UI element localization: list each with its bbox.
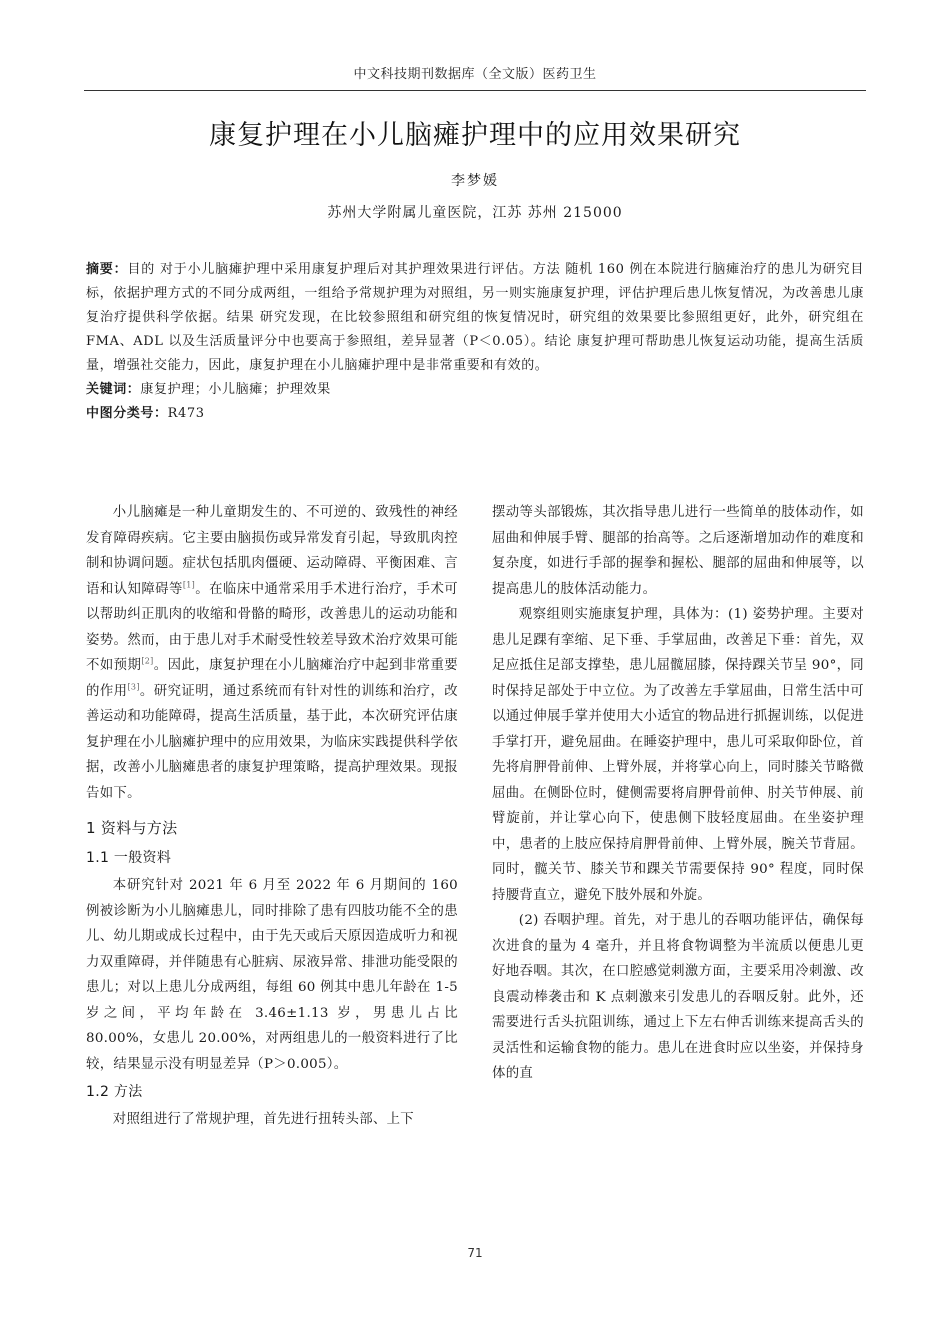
keywords-line <box>86 378 864 402</box>
keywords-label: 关键词： <box>86 382 141 397</box>
right-column <box>492 500 864 1087</box>
page-number: 71 <box>467 1246 483 1260</box>
swallow-nursing-paragraph: (2) 吞咽护理。首先，对于患儿的吞咽功能评估，确保每次进食的量为 4 毫升，并且将食物调整为半流质以便患儿更好地吞咽。其次，在口腔感觉刺激方面，主要采用冷刺激、改良震动棒袭击和 K 点刺激来引发患儿的吞咽反射。此外，还需要进行舌头抗阻训练，通过上下左右伸舌训练来提高舌头的灵活性和运输食物的能力。患儿在进食时应以坐姿，并保持身体的直 <box>492 913 864 1081</box>
intro-text-2: 。在临床中通常采用手术进行治疗，手术可以帮助纠正肌肉的收缩和骨骼的畸形，改善患儿的运动功能和姿势。然而，由于患儿对手术耐受性较差导致术治疗效果可能不如预期 <box>86 581 458 673</box>
keywords-text: 康复护理；小儿脑瘫；护理效果 <box>140 382 331 397</box>
reference-1: [1] <box>182 580 196 590</box>
classification-line <box>86 402 864 426</box>
general-info-paragraph: 本研究针对 2021 年 6 月至 2022 年 6 月期间的 160 例被诊断为小儿脑瘫患儿，同时排除了患有四肢功能不全的患儿、幼儿期或成长过程中，由于先天或后天原因造成听力和视力双重障碍，并伴随患有心脏病、尿液异常、排泄功能受限的患儿；对以上患儿分成两组，每组 60 例其中患儿年龄在 1-5 岁之间，平均年龄在 3.46±1.13 岁，男患儿占比 80.00%，女患儿 20.00%，对两组患儿的一般资料进行了比较，结果显示没有明显差异（P＞0.005）。 <box>86 878 458 1072</box>
intro-text-4: 。研究证明，通过系统而有针对性的训练和治疗，改善运动和功能障碍，提高生活质量，基于此，本次研究评估康复护理在小儿脑瘫护理中的应用效果，为临床实践提供科学依据，改善小儿脑瘫患者的康复护理策略，提高护理效果。现报告如下。 <box>86 683 458 801</box>
section-heading-1-1: 1.1 一般资料 <box>86 850 172 866</box>
section-heading-1: 1 资料与方法 <box>86 819 178 837</box>
author-affiliation: 苏州大学附属儿童医院，江苏 苏州 215000 <box>327 205 623 221</box>
author-name: 李梦媛 <box>451 173 499 189</box>
abstract-paragraph <box>86 258 864 378</box>
intro-text-1: 小儿脑瘫是一种儿童期发生的、不可逆的、致残性的神经发育障碍疾病。它主要由脑损伤或异常发育引起，导致肌肉控制和协调问题。症状包括肌肉僵硬、运动障碍、平衡困难、言语和认知障碍等 <box>86 505 458 597</box>
methods-paragraph-start: 对照组进行了常规护理，首先进行扭转头部、上下 <box>112 1112 414 1127</box>
left-column <box>86 500 458 1133</box>
abstract-text: 目的 对于小儿脑瘫护理中采用康复护理后对其护理效果进行评估。方法 随机 160 例在本院进行脑瘫治疗的患儿为研究目标，依据护理方式的不同分成两组，一组给予常规护理为对照组，另一则实施康复护理，评估护理后患儿恢复情况，为改善患儿康复治疗提供科学依据。结果 研究发现，在比较参照组和研究组的恢复情况时，研究组的效果要比参照组更好，此外，研究组在 FMA、ADL 以及生活质量评分中也要高于参照组，差异显著（P＜0.05）。结论 康复护理可帮助患儿恢复运动功能，提高生活质量，增强社交能力，因此，康复护理在小儿脑瘫护理中是非常重要和有效的。 <box>86 262 864 373</box>
intro-text-3: 。因此，康复护理在小儿脑瘫治疗中起到非常重要的作用 <box>86 658 458 699</box>
reference-3: [3] <box>127 682 140 692</box>
reference-2: [2] <box>141 656 154 666</box>
section-heading-1-2: 1.2 方法 <box>86 1084 143 1100</box>
intro-paragraph <box>86 500 458 806</box>
classification-label: 中图分类号： <box>86 406 168 421</box>
paper-title: 康复护理在小儿脑瘫护理中的应用效果研究 <box>209 120 741 151</box>
abstract-label: 摘要： <box>86 262 128 277</box>
journal-header: 中文科技期刊数据库（全文版）医药卫生 <box>84 64 866 91</box>
methods-paragraph-cont: 摆动等头部锻炼，其次指导患儿进行一些简单的肢体动作，如屈曲和伸展手臂、腿部的抬高等。之后逐渐增加动作的难度和复杂度，如进行手部的握拳和握松、腿部的屈曲和伸展等，以提高患儿的肢体活动能力。 <box>492 505 864 597</box>
posture-nursing-paragraph: 观察组则实施康复护理，具体为：(1) 姿势护理。主要对患儿足踝有挛缩、足下垂、手掌屈曲，改善足下垂：首先，双足应抵住足部支撑垫，患儿屈髋屈膝，保持踝关节呈 90°，同时保持足部处于中立位。为了改善左手掌屈曲，日常生活中可以通过伸展手掌并使用大小适宜的物品进行抓握训练，以促进手掌打开，避免屈曲。在睡姿护理中，患儿可采取仰卧位，首先将肩胛骨前伸、上臂外展，并将掌心向上，同时膝关节略微屈曲。在侧卧位时，健侧需要将肩胛骨前伸、肘关节伸展、前臂旋前，并让掌心向下，使患侧下肢轻度屈曲。在坐姿护理中，患者的上肢应保持肩胛骨前伸、上臂外展，腕关节背屈。同时，髋关节、膝关节和踝关节需要保持 90° 程度，同时保持腰背直立，避免下肢外展和外旋。 <box>492 607 864 903</box>
classification-text: R473 <box>167 406 205 421</box>
abstract-section <box>86 258 864 426</box>
